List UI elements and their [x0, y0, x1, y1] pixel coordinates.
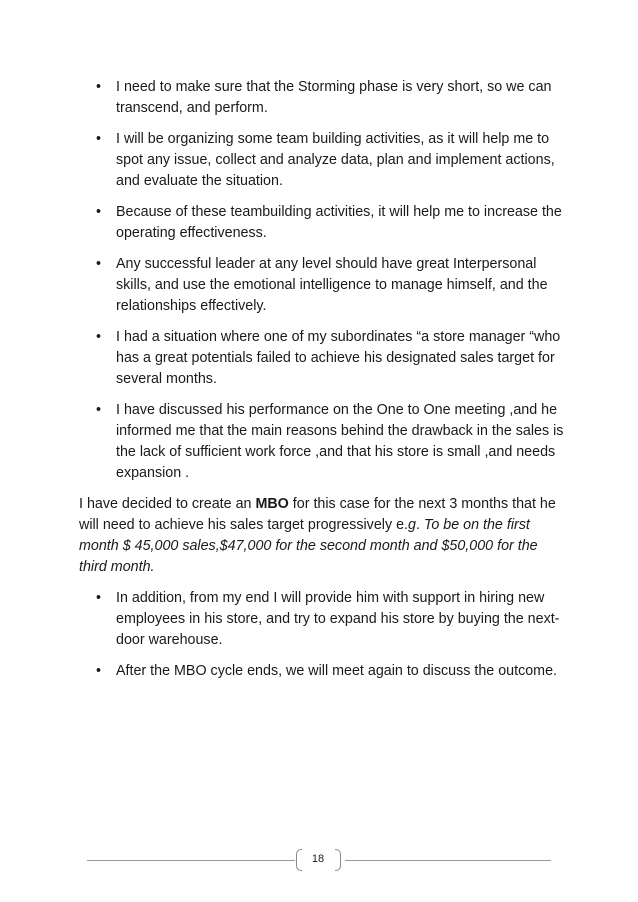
list-item-text: After the MBO cycle ends, we will meet again to discuss the outcome. — [116, 663, 558, 679]
mbo-paragraph — [79, 494, 565, 578]
list-item-text: Because of these teambuilding activities, it will help me to increase the operating effectiveness. — [116, 204, 562, 241]
bullet-list-bottom — [79, 588, 565, 682]
list-item — [79, 254, 565, 317]
bullet-marker: • — [96, 329, 102, 345]
page-footer — [0, 846, 638, 872]
list-item-text: I had a situation where one of my subordinates “a store manager “who has a great potentials failed to achieve his designated sales target for several months. — [116, 329, 561, 387]
footer-bracket-right — [335, 849, 341, 871]
bullet-marker: • — [96, 256, 102, 272]
list-item — [79, 327, 565, 390]
list-item — [79, 588, 565, 651]
list-item — [79, 129, 565, 192]
bullet-marker: • — [96, 204, 102, 220]
list-item-text: I will be organizing some team building activities, as it will help me to spot any issue, collect and analyze data, plan and implement actions, and evaluate the situation. — [116, 131, 555, 189]
list-item-text: I need to make sure that the Storming phase is very short, so we can transcend, and perform. — [116, 79, 552, 116]
bullet-marker: • — [96, 79, 102, 95]
paragraph-italic: g — [408, 517, 416, 533]
list-item-text: Any successful leader at any level should have great Interpersonal skills, and use the emotional intelligence to manage himself, and the relationships effectively. — [116, 256, 548, 314]
list-item — [79, 661, 565, 682]
sales-targets-italic: To be on the first month $ 45,000 sales,$47,000 for the second month and $50,000 for the third month. — [79, 517, 538, 575]
bullet-marker: • — [96, 663, 102, 679]
paragraph-text: I have decided to create an — [79, 496, 256, 512]
list-item-text: In addition, from my end I will provide him with support in hiring new employees in his store, and try to expand his store by buying the next-door warehouse. — [116, 590, 560, 648]
bullet-marker: • — [96, 590, 102, 606]
list-item — [79, 202, 565, 244]
paragraph-text: for this case for the next 3 months that he will need to achieve his sales target progressively e. — [79, 496, 556, 533]
bullet-marker: • — [96, 131, 102, 147]
list-item-text: I have discussed his performance on the One to One meeting ,and he informed me that the main reasons behind the drawback in the sales is the lack of sufficient work force ,and that his store is small ,and needs expansion . — [116, 402, 564, 481]
page-number: 18 — [311, 853, 325, 865]
page-body — [79, 77, 565, 692]
bullet-list-top — [79, 77, 565, 484]
footer-rule-left — [87, 860, 295, 861]
list-item — [79, 400, 565, 484]
footer-rule-right — [345, 860, 551, 861]
paragraph-text: . — [415, 517, 424, 533]
bullet-marker: • — [96, 402, 102, 418]
list-item — [79, 77, 565, 119]
mbo-term: MBO — [255, 496, 289, 512]
